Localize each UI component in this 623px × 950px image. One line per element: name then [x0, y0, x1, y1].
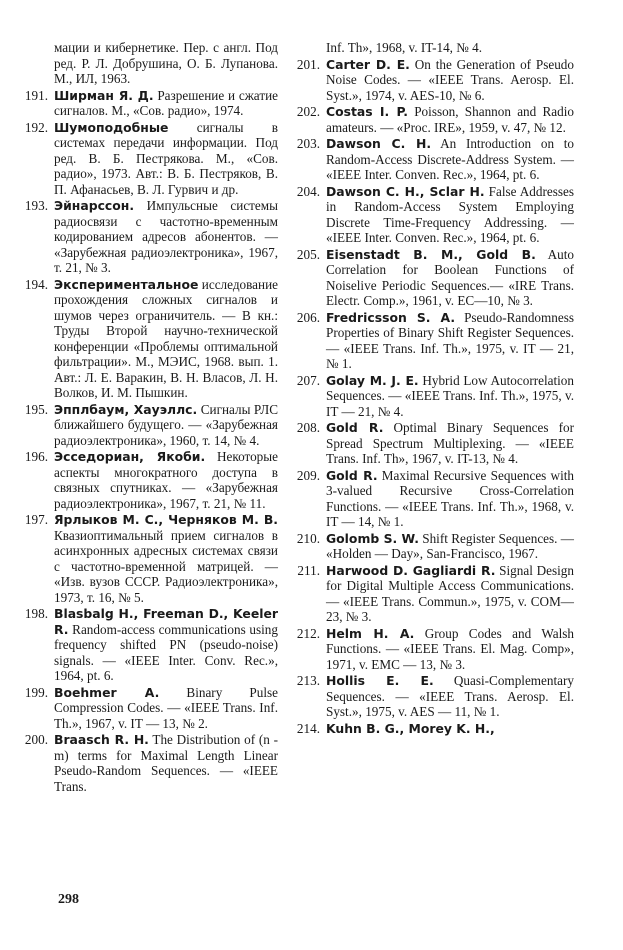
entry-author: Boehmer A.	[54, 684, 160, 700]
entry-text: On the Generation of Pseudo Noise Codes. — «IEEE Trans. Aerosp. El. Syst.», 1974, v. AES-10, № 6.	[326, 56, 574, 103]
bib-entry	[326, 40, 574, 56]
bib-entry	[24, 119, 278, 198]
bib-entry	[296, 530, 574, 562]
entry-number: 203.	[296, 136, 320, 151]
bib-entry	[24, 198, 278, 276]
entry-text: исследование прохождения сложных сигналов и шумов через ограничитель. — В кн.: Труды Второй научно-технической конференции «Проблемы оптимальной фильтрации». М., МЭИС, 1968. вып. 1. Авт.: Л. Е. Варакин, В. Н. Власов, Л. Н. Волков, И. М. Пышкин.	[54, 276, 278, 400]
entry-text: Pseudo-Randomness Properties of Binary Shift Register Sequences. — «IEEE Trans. Inf. Th.», 1975, v. IT — 21, № 1.	[326, 309, 574, 371]
bib-entry	[24, 87, 278, 119]
entry-author: Golay M. J. E.	[326, 372, 419, 388]
entry-number: 213.	[296, 673, 320, 688]
bib-entry	[296, 372, 574, 420]
entry-number: 209.	[296, 467, 320, 483]
bib-entry	[296, 183, 574, 246]
entry-text: Некоторые аспекты многократного доступа в связных спутниках. — «Зарубежная радиоэлектроника», 1967, т. 21, № 11.	[54, 449, 278, 511]
entry-number: 195.	[24, 401, 48, 417]
bib-entry	[296, 625, 574, 673]
entry-number: 196.	[24, 449, 48, 464]
bib-entry	[296, 246, 574, 309]
bib-entry	[296, 720, 574, 737]
bib-entry	[297, 562, 574, 625]
entry-number: 202.	[296, 104, 320, 119]
entry-text: Binary Pulse Compression Codes. — «IEEE Trans. Inf. Th.», 1967, v. IT — 13, № 2.	[54, 684, 278, 731]
entry-text: мации и кибернетике. Пер. с англ. Под ред. Р. Л. Добрушина, О. Б. Лупанова. М., ИЛ, 1963.	[54, 40, 278, 86]
bib-entry	[296, 467, 574, 530]
bib-entry	[24, 684, 278, 732]
entry-author: Fredricsson S. A.	[326, 309, 456, 325]
entry-author: Эйнарссон.	[54, 198, 135, 213]
entry-number: 207.	[296, 372, 320, 388]
entry-number: 194.	[24, 276, 48, 292]
entry-text: Quasi-Complementary Sequences. — «IEEE Trans. Aerosp. El. Syst.», 1975, v. AES — 11, № 1.	[326, 673, 575, 719]
bib-entry	[296, 673, 575, 720]
entry-author: Gold R.	[326, 420, 384, 435]
bib-entry	[54, 40, 278, 87]
entry-number: 201.	[296, 56, 320, 72]
left-column	[24, 40, 278, 795]
entry-author: Эсседориан, Якоби.	[54, 449, 206, 464]
entry-number: 193.	[24, 198, 48, 213]
entry-number: 214.	[296, 720, 320, 736]
entry-text: Inf. Th», 1968, v. IT-14, № 4.	[326, 40, 483, 55]
entry-author: Carter D. E.	[326, 56, 410, 72]
bib-entry	[24, 449, 278, 511]
entry-author: Helm H. A.	[326, 625, 415, 641]
bib-entry	[296, 420, 574, 467]
bib-entry	[296, 104, 574, 135]
entry-author: Шумоподобные	[54, 119, 169, 135]
entry-author: Ярлыков М. С., Черняков М. В.	[54, 512, 278, 527]
bib-entry	[24, 606, 278, 684]
entry-author: Eisenstadt B. M., Gold B.	[326, 246, 536, 262]
entry-text: Signal Design for Digital Multiple Access Communications. — «IEEE Trans. Commun.», 1975, v. COM—23, № 3.	[326, 562, 574, 624]
entry-text: Shift Register Sequences. — «Holden — Day», San-Francisco, 1967.	[326, 530, 574, 561]
entry-text: Random-access communications using frequency shifted PN (pseudo-noise) signals. — «IEEE Inter. Conv. Rec.», 1964, pt. 6.	[54, 621, 278, 683]
entry-text: Group Codes and Walsh Functions. — «IEEE Trans. El. Mag. Comp», 1971, v. EMC — 13, № 3.	[326, 625, 574, 672]
entry-number: 198.	[24, 606, 48, 621]
entry-text: Импульсные системы радиосвязи с частотно-временным кодированием адресов абонентов. — «Зарубежная радиоэлектроника», 1967, т. 21, № 3.	[54, 198, 278, 275]
entry-number: 211.	[297, 562, 320, 578]
entry-author: Braasch R. H.	[54, 732, 149, 747]
entry-author: Dawson C. H.	[326, 136, 432, 151]
entry-number: 208.	[296, 420, 320, 435]
entry-text: сигналы в системах передачи информации. Под ред. В. Б. Пестрякова. М., «Сов. радио», 1973. Авт.: В. Б. Пестряков, В. П. Афанасьев, В. Л. Гурвич и др.	[54, 119, 278, 197]
entry-number: 205.	[296, 246, 320, 262]
bib-entry	[24, 732, 278, 794]
entry-text: Auto Correlation for Boolean Functions of Noiselive Periodic Sequences.— «IRE Trans. Electr. Comp.», 1961, v. EC—10, № 3.	[326, 246, 574, 308]
entry-author: Blasbalg H., Freeman D., Keeler R.	[54, 606, 278, 637]
entry-number: 212.	[296, 625, 320, 641]
entry-author: Dawson C. H., Sclar H.	[326, 183, 485, 199]
bib-entry	[24, 276, 278, 401]
entry-text: Maximal Recursive Sequences with 3-valued Recursive Cross-Correlation Functions. — «IEEE Trans. Inf. Th.», 1968, v. IT — 14, № 1.	[326, 467, 574, 529]
entry-author: Ширман Я. Д.	[54, 87, 154, 103]
entry-text: Сигналы РЛС ближайшего будущего. — «Зарубежная радиоэлектроника», 1960, т. 14, № 4.	[54, 401, 278, 448]
entry-text: Квазиоптимальный прием сигналов в асинхронных адресных системах связи с частотно-временной матрицей. — «Изв. вузов СССР. Радиоэлектроника», 1973, т. 16, № 5.	[54, 527, 278, 605]
entry-text: False Addresses in Random-Access System Employing Discrete Time-Frequency Addressing. — «IEEE Inter. Conven. Rec.», 1964, pt. 6.	[326, 183, 574, 245]
entry-text: Poisson, Shannon and Radio amateurs. — «Proc. IRE», 1959, v. 47, № 12.	[326, 104, 574, 135]
bib-entry	[296, 309, 574, 372]
entry-number: 199.	[24, 684, 48, 700]
entry-author: Golomb S. W.	[326, 530, 419, 546]
entry-number: 197.	[24, 512, 48, 527]
entry-number: 192.	[24, 119, 48, 135]
entry-text: Разрешение и сжатие сигналов. М., «Сов. радио», 1974.	[54, 87, 278, 118]
page-number: 298	[58, 892, 79, 907]
entry-text: An Introduction on to Random-Access Discrete-Address System. — «IEEE Inter. Conven. Rec.», 1964, pt. 6.	[326, 136, 574, 182]
entry-number: 200.	[24, 732, 48, 747]
bib-entry	[296, 136, 574, 183]
entry-number: 206.	[296, 309, 320, 325]
entry-author: Эпплбаум, Хауэллс.	[54, 401, 198, 417]
entry-number: 204.	[296, 183, 320, 199]
right-column	[296, 40, 575, 737]
entry-author: Gold R.	[326, 467, 378, 483]
entry-author: Kuhn B. G., Morey K. H.,	[326, 720, 495, 736]
entry-author: Экспериментальное	[54, 276, 199, 292]
bib-entry	[296, 56, 574, 104]
entry-author: Harwood D. Gagliardi R.	[326, 562, 496, 578]
entry-author: Costas I. P.	[326, 104, 408, 119]
bib-entry	[24, 512, 278, 605]
entry-number: 191.	[24, 87, 48, 103]
entry-author: Hollis E. E.	[326, 673, 434, 688]
entry-text: The Distribution of (n - m) terms for Maximal Length Linear Pseudo-Random Sequences. — «IEEE Trans.	[54, 732, 278, 794]
entry-number: 210.	[296, 530, 320, 546]
entry-text: Optimal Binary Sequences for Spread Spectrum Multiplexing. — «IEEE Trans. Inf. Th», 1967, v. IT-13, № 4.	[326, 420, 574, 466]
entry-text: Hybrid Low Autocorrelation Sequences. — «IEEE Trans. Inf. Th.», 1975, v. IT — 21, № 4.	[326, 372, 574, 419]
bib-entry	[24, 401, 278, 449]
